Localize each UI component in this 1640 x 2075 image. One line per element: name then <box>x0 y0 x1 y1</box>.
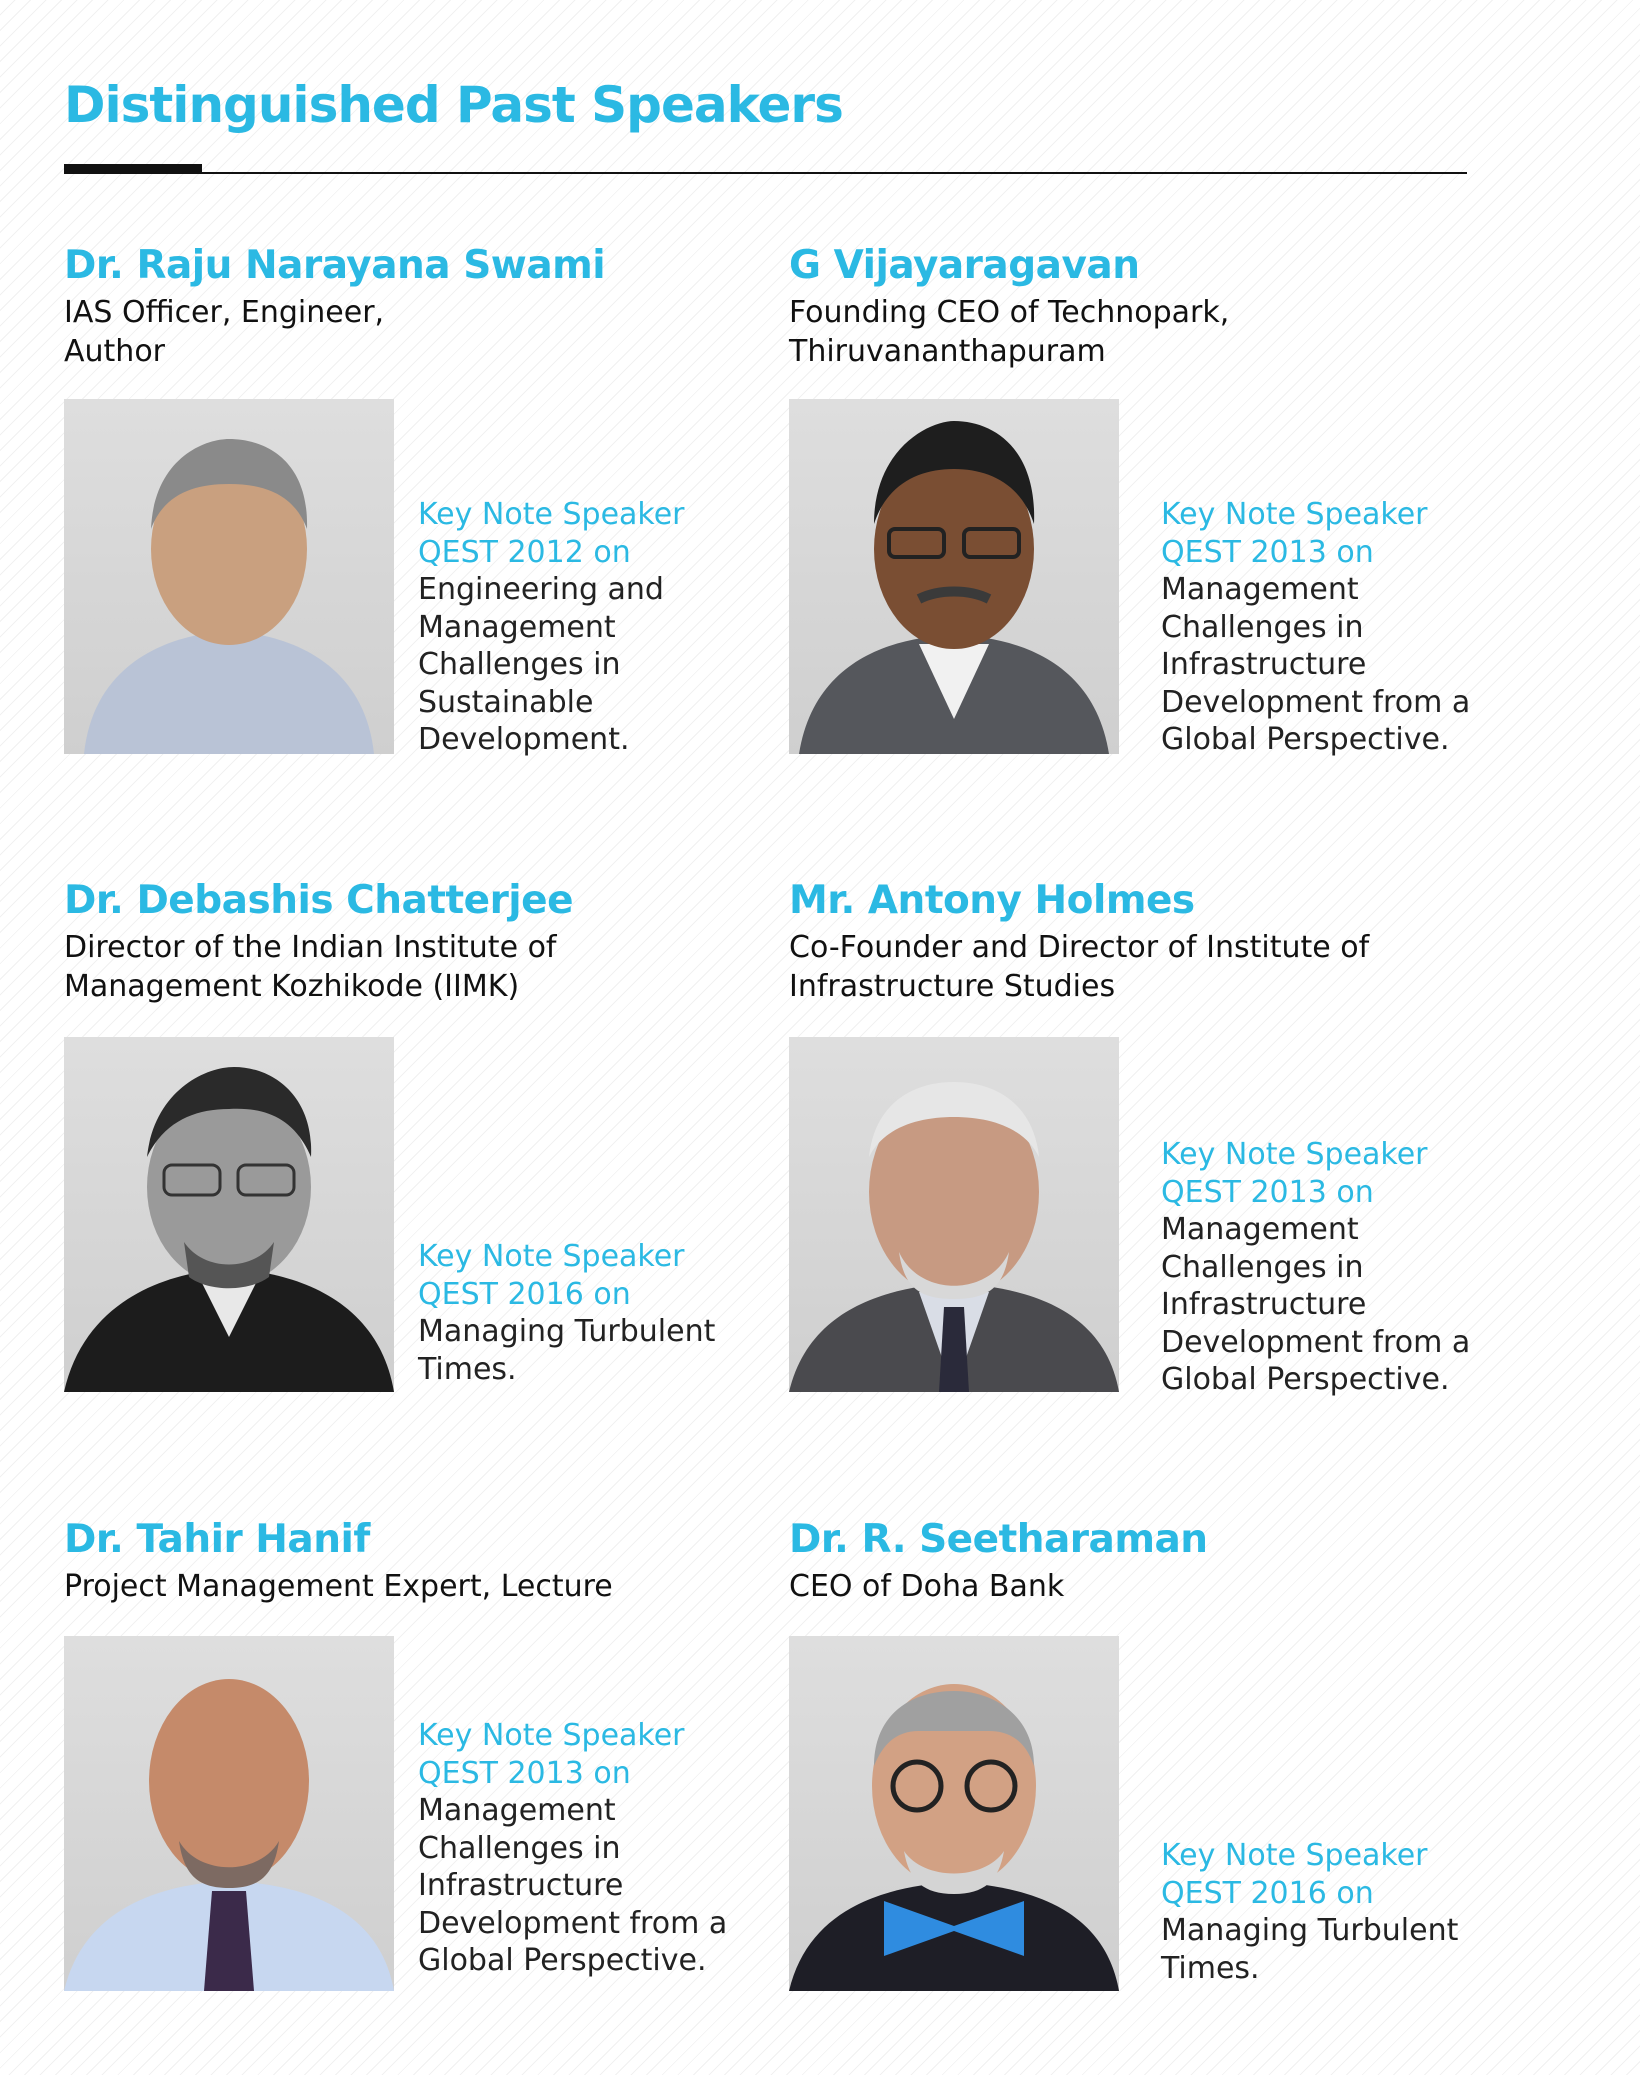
keynote-topic: Management Challenges in Infrastructure Development from a Global Perspective. <box>1161 1212 1471 1397</box>
speaker-name: Dr. Tahir Hanif <box>64 1517 370 1562</box>
speaker-photo <box>789 399 1119 754</box>
speaker-card <box>789 878 1489 1398</box>
speaker-role: Director of the Indian Institute of Management Kozhikode (IIMK) <box>64 930 557 1004</box>
speaker-role: Founding CEO of Technopark, Thiruvananthapuram <box>789 295 1230 369</box>
keynote-event: QEST 2013 on <box>418 1755 631 1791</box>
keynote-event: QEST 2016 on <box>1161 1875 1374 1911</box>
keynote-topic: Engineering and Management Challenges in Sustainable Development. <box>418 572 664 757</box>
keynote-topic: Managing Turbulent Times. <box>418 1314 716 1387</box>
keynote-label: Key Note Speaker <box>418 497 685 532</box>
speaker-photo <box>789 1636 1119 1991</box>
keynote-label: Key Note Speaker <box>1161 1838 1428 1873</box>
speaker-photo <box>789 1037 1119 1392</box>
person-silhouette-icon <box>64 1037 394 1392</box>
speaker-card <box>789 1517 1489 2037</box>
speaker-name: Dr. Raju Narayana Swami <box>64 243 606 288</box>
keynote-topic: Management Challenges in Infrastructure Development from a Global Perspective. <box>418 1793 728 1978</box>
keynote-info <box>418 1717 727 1980</box>
person-silhouette-icon <box>64 1636 394 1991</box>
title-underline-accent <box>64 164 202 174</box>
keynote-topic: Managing Turbulent Times. <box>1161 1913 1459 1986</box>
person-silhouette-icon <box>64 399 394 754</box>
speaker-name: G Vijayaragavan <box>789 243 1140 288</box>
keynote-label: Key Note Speaker <box>1161 497 1428 532</box>
keynote-event: QEST 2016 on <box>418 1276 631 1312</box>
keynote-info <box>1161 1136 1470 1399</box>
keynote-info <box>1161 1837 1458 1987</box>
speaker-role: IAS Officer, Engineer, Author <box>64 295 385 369</box>
keynote-topic: Management Challenges in Infrastructure Development from a Global Perspective. <box>1161 572 1471 757</box>
speaker-card <box>64 1517 764 2037</box>
speaker-card <box>64 243 764 763</box>
speaker-role: Co-Founder and Director of Institute of Infrastructure Studies <box>789 930 1370 1004</box>
page-title: Distinguished Past Speakers <box>64 76 843 134</box>
keynote-label: Key Note Speaker <box>418 1239 685 1274</box>
person-silhouette-icon <box>789 399 1119 754</box>
keynote-info <box>1161 496 1470 759</box>
keynote-event: QEST 2013 on <box>1161 534 1374 570</box>
keynote-info <box>418 1238 715 1388</box>
person-silhouette-icon <box>789 1037 1119 1392</box>
speaker-role: Project Management Expert, Lecture <box>64 1569 613 1604</box>
speaker-photo <box>64 1037 394 1392</box>
speaker-name: Mr. Antony Holmes <box>789 878 1195 923</box>
keynote-label: Key Note Speaker <box>1161 1137 1428 1172</box>
speaker-name: Dr. R. Seetharaman <box>789 1517 1208 1562</box>
keynote-event: QEST 2012 on <box>418 534 631 570</box>
keynote-event: QEST 2013 on <box>1161 1174 1374 1210</box>
speaker-role: CEO of Doha Bank <box>789 1569 1065 1604</box>
keynote-label: Key Note Speaker <box>418 1718 685 1753</box>
keynote-info <box>418 496 685 759</box>
person-silhouette-icon <box>789 1636 1119 1991</box>
speaker-name: Dr. Debashis Chatterjee <box>64 878 574 923</box>
title-underline <box>64 172 1467 174</box>
speaker-card <box>64 878 764 1398</box>
speaker-photo <box>64 1636 394 1991</box>
speaker-card <box>789 243 1489 763</box>
speaker-photo <box>64 399 394 754</box>
